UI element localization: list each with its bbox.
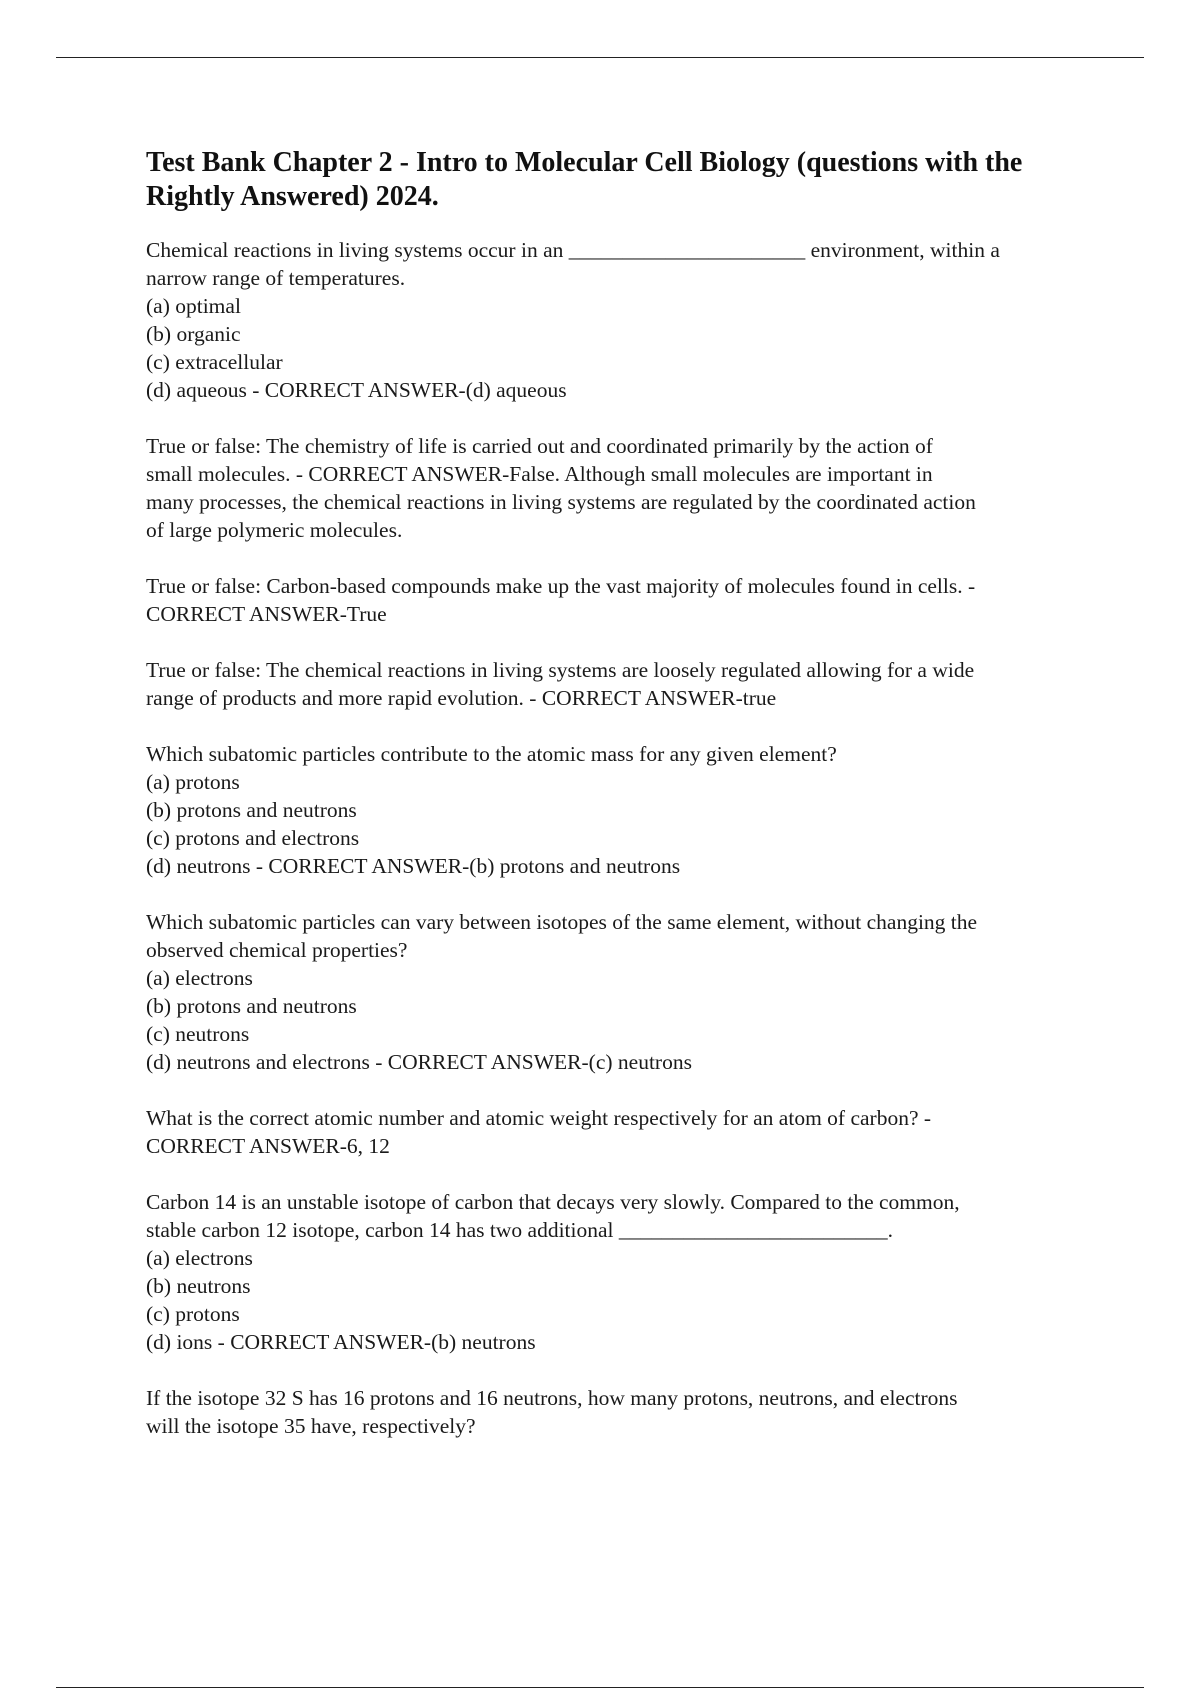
question-line: many processes, the chemical reactions in living systems are regulated by the coordinated action	[146, 490, 976, 514]
header-rule	[56, 57, 1144, 58]
question-line: If the isotope 32 S has 16 protons and 16 neutrons, how many protons, neutrons, and electrons	[146, 1386, 958, 1410]
question-line: Carbon 14 is an unstable isotope of carbon that decays very slowly. Compared to the common,	[146, 1190, 960, 1214]
question-block	[146, 740, 1086, 880]
question-line: (d) aqueous - CORRECT ANSWER-(d) aqueous	[146, 378, 567, 402]
question-block	[146, 908, 1086, 1076]
question-line: (b) organic	[146, 322, 241, 346]
question-line: (b) protons and neutrons	[146, 798, 357, 822]
question-line: True or false: The chemistry of life is carried out and coordinated primarily by the action of	[146, 434, 933, 458]
question-line: (a) protons	[146, 770, 240, 794]
question-line: small molecules. - CORRECT ANSWER-False. Although small molecules are important in	[146, 462, 933, 486]
question-block	[146, 432, 1086, 544]
question-line: CORRECT ANSWER-True	[146, 602, 387, 626]
question-line: (c) neutrons	[146, 1022, 250, 1046]
question-line: (d) ions - CORRECT ANSWER-(b) neutrons	[146, 1330, 536, 1354]
question-line: (a) electrons	[146, 966, 253, 990]
document-body	[146, 146, 1086, 1468]
question-line: True or false: The chemical reactions in living systems are loosely regulated allowing for a wide	[146, 658, 975, 682]
question-line: narrow range of temperatures.	[146, 266, 406, 290]
question-line: (d) neutrons - CORRECT ANSWER-(b) protons and neutrons	[146, 854, 681, 878]
question-line: range of products and more rapid evolution. - CORRECT ANSWER-true	[146, 686, 777, 710]
question-line: (c) protons	[146, 1302, 240, 1326]
question-line: of large polymeric molecules.	[146, 518, 403, 542]
question-line: True or false: Carbon-based compounds make up the vast majority of molecules found in cells. -	[146, 574, 976, 598]
question-line: observed chemical properties?	[146, 938, 408, 962]
question-line: Which subatomic particles can vary between isotopes of the same element, without changing the	[146, 910, 978, 934]
question-block	[146, 572, 1086, 628]
question-block	[146, 1384, 1086, 1440]
footer-rule	[56, 1687, 1144, 1688]
question-line: (b) neutrons	[146, 1274, 251, 1298]
question-line: (c) protons and electrons	[146, 826, 360, 850]
question-line: Which subatomic particles contribute to the atomic mass for any given element?	[146, 742, 837, 766]
question-line: stable carbon 12 isotope, carbon 14 has two additional _________________________.	[146, 1218, 894, 1242]
question-line: What is the correct atomic number and atomic weight respectively for an atom of carbon? -	[146, 1106, 932, 1130]
question-line: will the isotope 35 have, respectively?	[146, 1414, 476, 1438]
question-line: Chemical reactions in living systems occur in an ______________________ environment, within a	[146, 238, 1000, 262]
question-block	[146, 1104, 1086, 1160]
question-line: (c) extracellular	[146, 350, 283, 374]
question-line: (a) optimal	[146, 294, 241, 318]
question-block	[146, 236, 1086, 404]
question-line: (a) electrons	[146, 1246, 253, 1270]
document-title: Test Bank Chapter 2 - Intro to Molecular Cell Biology (questions with the Rightly Answered) 2024.	[146, 147, 1023, 212]
question-line: CORRECT ANSWER-6, 12	[146, 1134, 390, 1158]
question-block	[146, 656, 1086, 712]
question-line: (d) neutrons and electrons - CORRECT ANSWER-(c) neutrons	[146, 1050, 692, 1074]
question-block	[146, 1188, 1086, 1356]
question-list	[146, 236, 1086, 1440]
question-line: (b) protons and neutrons	[146, 994, 357, 1018]
